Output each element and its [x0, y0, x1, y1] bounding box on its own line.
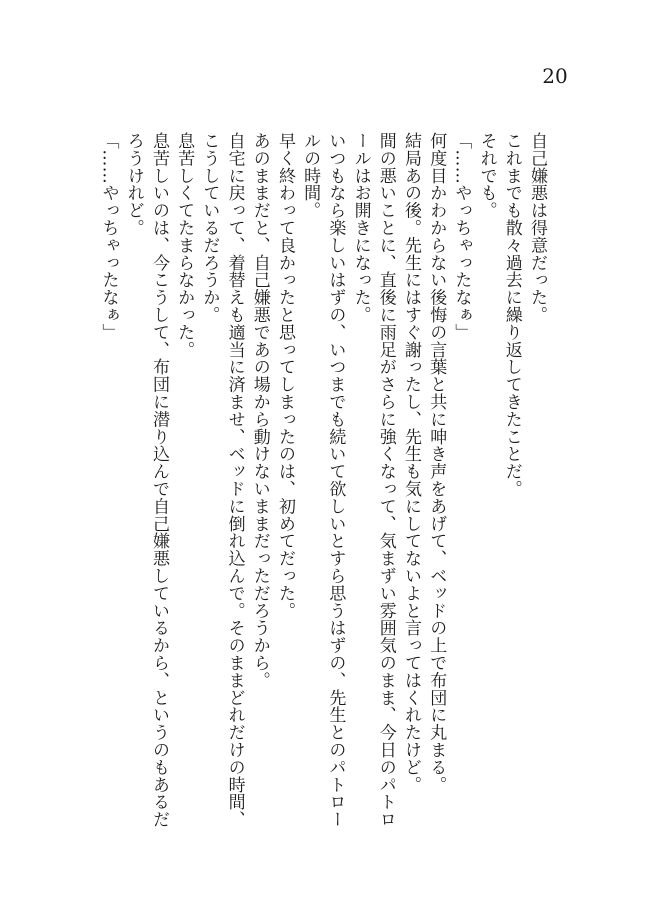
paragraph: 自宅に戻って、着替えも適当に済ませ、ベッドに倒れ込んで。そのままどれだけの時間、こうしているだろうか。: [199, 132, 245, 828]
paragraph: これまでも散々過去に繰り返してきたことだ。: [501, 132, 522, 498]
paragraph: 間の悪いことに、直後に雨足がさらに強くなって、気まずい雰囲気のまま、今日のパトロールはお開きになった。: [350, 132, 396, 828]
paragraph: いつもなら楽しいはずの、いつまでも続いて欲しいとすら思うはずの、先生とのパトロールの時間。: [300, 132, 346, 828]
paragraph: それでも。: [476, 132, 497, 219]
page-number: 20: [542, 64, 568, 88]
vertical-text-body: [95, 132, 549, 832]
paragraph: あのままだと、自己嫌悪であの場から動けないままだっただろうから。: [249, 132, 270, 689]
paragraph: 何度目かわからない後悔の言葉と共に呻き声をあげて、ベッドの上で布団に丸まる。: [426, 132, 447, 794]
paragraph: 早く終わって良かったと思ってしまったのは、初めてだった。: [274, 132, 295, 620]
paragraph: 息苦しいのは、今こうして、布団に潜り込んで自己嫌悪しているから、というのもあるだろうけれど。: [123, 132, 169, 828]
paragraph: 息苦しくてたまらなかった。: [174, 132, 195, 359]
dialogue-line: 「……やっちゃったなぁ」: [98, 132, 119, 341]
paragraph: 自己嫌悪は得意だった。: [527, 132, 547, 324]
paragraph: 結局あの後。先生にはすぐ謝ったし、先生も気にしてないよと言ってはくれたけど。: [400, 132, 421, 794]
dialogue-line: 「……やっちゃったなぁ」: [451, 132, 472, 341]
